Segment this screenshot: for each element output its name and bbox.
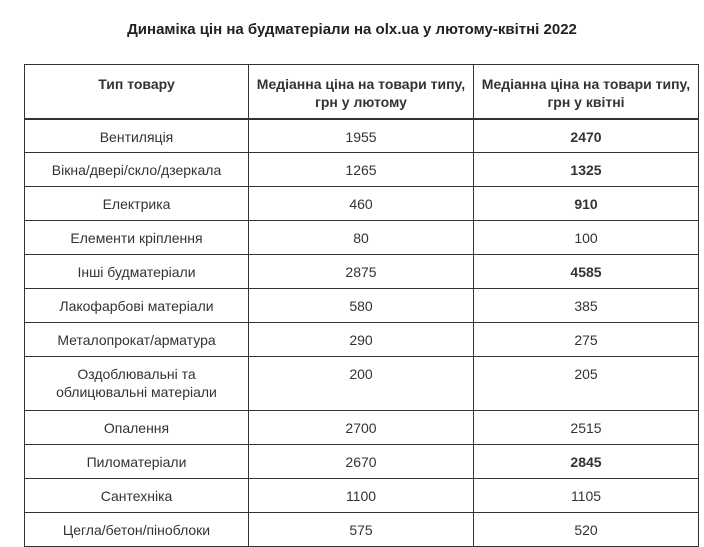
- cell-type: Опалення: [25, 411, 249, 445]
- cell-apr: 385: [474, 289, 699, 323]
- table-row: [25, 357, 699, 411]
- table-title: Динаміка цін на будматеріали на olx.ua у лютому-квітні 2022: [127, 21, 577, 38]
- cell-feb: 2875: [249, 255, 474, 289]
- cell-feb: 575: [249, 513, 474, 547]
- cell-apr: 1325: [474, 153, 699, 187]
- cell-type: Інші будматеріали: [25, 255, 249, 289]
- cell-apr: 2470: [474, 119, 699, 153]
- cell-feb: 1265: [249, 153, 474, 187]
- cell-type: Металопрокат/арматура: [25, 323, 249, 357]
- cell-apr: 910: [474, 187, 699, 221]
- table-row: [25, 479, 699, 513]
- cell-feb: 1955: [249, 119, 474, 153]
- table-row: [25, 255, 699, 289]
- cell-apr: 1105: [474, 479, 699, 513]
- cell-type: Вентиляція: [25, 119, 249, 153]
- table-row: [25, 289, 699, 323]
- cell-feb: 580: [249, 289, 474, 323]
- cell-type: Сантехніка: [25, 479, 249, 513]
- table-row: [25, 153, 699, 187]
- cell-type: Електрика: [25, 187, 249, 221]
- header-apr: Медіанна ціна на товари типу, грн у квітні: [474, 65, 699, 119]
- header-feb: Медіанна ціна на товари типу, грн у лютому: [249, 65, 474, 119]
- cell-apr: 100: [474, 221, 699, 255]
- cell-apr: 205: [474, 357, 699, 411]
- cell-apr: 2515: [474, 411, 699, 445]
- cell-type: Елементи кріплення: [25, 221, 249, 255]
- cell-apr: 275: [474, 323, 699, 357]
- table-row: [25, 323, 699, 357]
- cell-apr: 4585: [474, 255, 699, 289]
- header-type: Тип товару: [25, 65, 249, 119]
- table-row: [25, 445, 699, 479]
- table-row: [25, 119, 699, 153]
- cell-feb: 290: [249, 323, 474, 357]
- cell-apr: 2845: [474, 445, 699, 479]
- cell-apr: 520: [474, 513, 699, 547]
- cell-feb: 2700: [249, 411, 474, 445]
- cell-feb: 460: [249, 187, 474, 221]
- prices-table: [24, 64, 699, 547]
- cell-feb: 80: [249, 221, 474, 255]
- table-row: [25, 187, 699, 221]
- cell-type: Пиломатеріали: [25, 445, 249, 479]
- cell-type: Цегла/бетон/піноблоки: [25, 513, 249, 547]
- cell-feb: 1100: [249, 479, 474, 513]
- table-row: [25, 513, 699, 547]
- table-row: [25, 411, 699, 445]
- cell-type: Вікна/двері/скло/дзеркала: [25, 153, 249, 187]
- header-row: [25, 65, 699, 119]
- cell-feb: 200: [249, 357, 474, 411]
- table-row: [25, 221, 699, 255]
- cell-type: Оздоблювальні та облицювальні матеріали: [25, 357, 249, 411]
- cell-type: Лакофарбові матеріали: [25, 289, 249, 323]
- cell-feb: 2670: [249, 445, 474, 479]
